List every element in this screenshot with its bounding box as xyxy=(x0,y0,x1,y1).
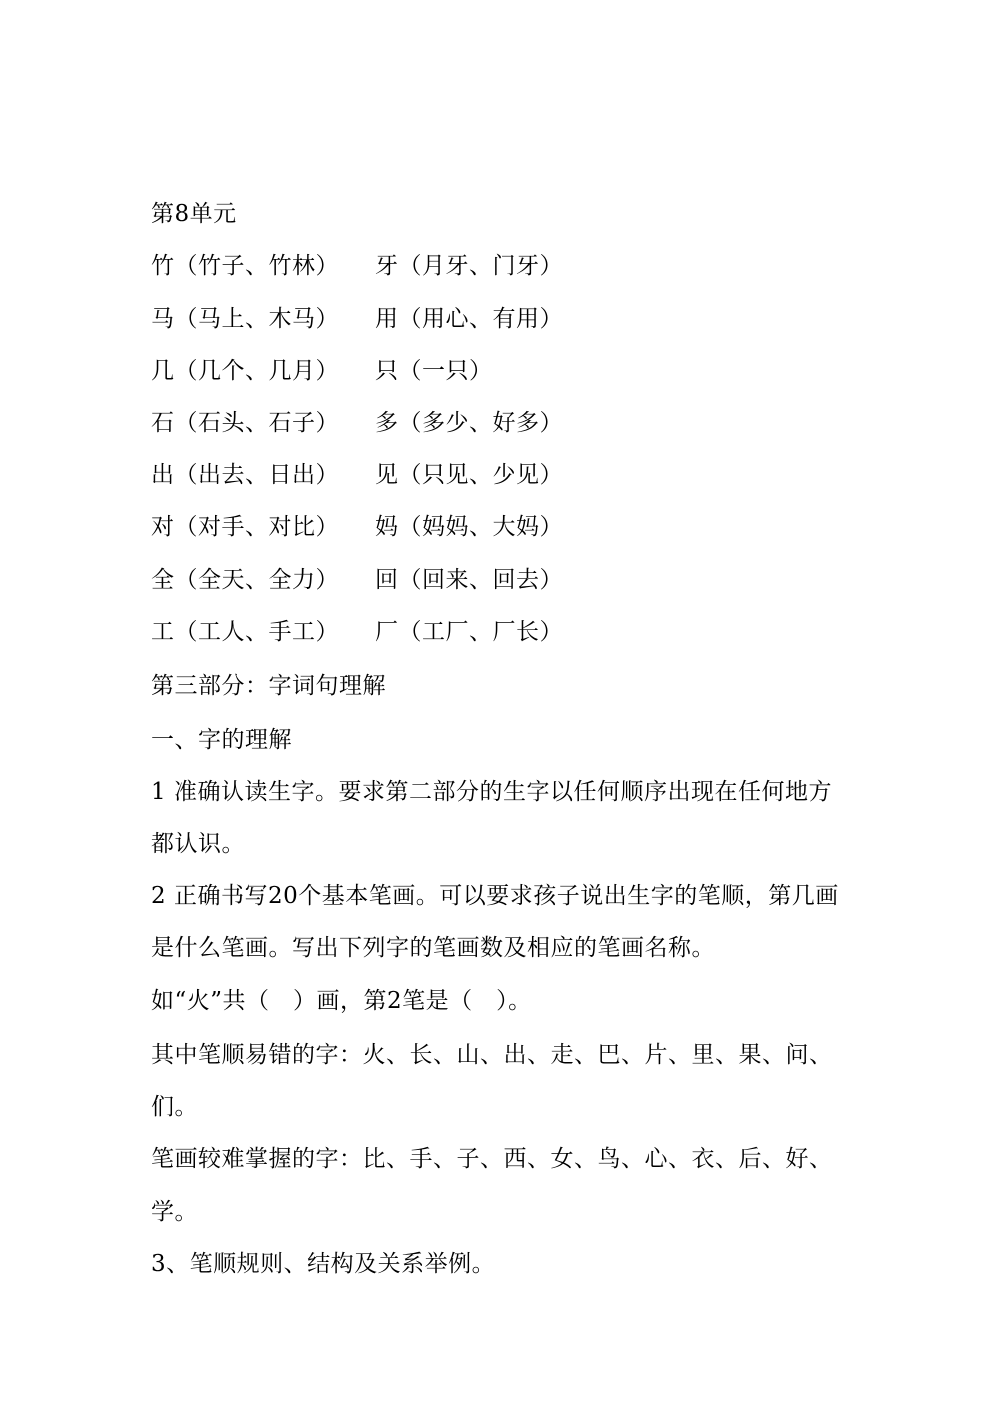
subsection-heading: 一、字的理解 xyxy=(151,727,292,753)
vocab-left-4: 石（石头、石子） xyxy=(151,410,339,436)
vocab-right-3: 只（一只） xyxy=(375,358,493,384)
vocab-right-2: 用（用心、有用） xyxy=(375,306,563,332)
paragraph-6-line-1: 3、笔顺规则、结构及关系举例。 xyxy=(151,1251,496,1277)
vocab-left-5: 出（出去、日出） xyxy=(151,462,339,488)
vocab-left-6: 对（对手、对比） xyxy=(151,514,339,540)
vocab-right-6: 妈（妈妈、大妈） xyxy=(375,514,563,540)
vocab-left-3: 几（几个、几月） xyxy=(151,358,339,384)
vocab-right-1: 牙（月牙、门牙） xyxy=(375,253,563,279)
paragraph-5-line-1: 笔画较难掌握的字：比、手、子、西、女、鸟、心、衣、后、好、 xyxy=(151,1146,833,1172)
paragraph-3-line-1: 如“火”共（ ）画，第2笔是（ ）。 xyxy=(151,988,532,1014)
paragraph-2-line-2: 是什么笔画。写出下列字的笔画数及相应的笔画名称。 xyxy=(151,935,715,961)
paragraph-2-line-1: 2 正确书写20个基本笔画。可以要求孩子说出生字的笔顺，第几画 xyxy=(151,883,839,909)
vocab-right-8: 厂（工厂、厂长） xyxy=(375,619,563,645)
paragraph-4-line-2: 们。 xyxy=(151,1094,198,1120)
vocab-right-7: 回（回来、回去） xyxy=(375,567,563,593)
vocab-right-5: 见（只见、少见） xyxy=(375,462,563,488)
paragraph-1-line-1: 1 准确认读生字。要求第二部分的生字以任何顺序出现在任何地方 xyxy=(151,779,832,805)
vocab-left-8: 工（工人、手工） xyxy=(151,619,339,645)
vocab-left-2: 马（马上、木马） xyxy=(151,306,339,332)
paragraph-4-line-1: 其中笔顺易错的字：火、长、山、出、走、巴、片、里、果、问、 xyxy=(151,1042,833,1068)
paragraph-1-line-2: 都认识。 xyxy=(151,831,245,857)
paragraph-5-line-2: 学。 xyxy=(151,1199,198,1225)
unit-title: 第8单元 xyxy=(151,201,237,227)
vocab-left-1: 竹（竹子、竹林） xyxy=(151,253,339,279)
vocab-left-7: 全（全天、全力） xyxy=(151,567,339,593)
section-heading: 第三部分：字词句理解 xyxy=(151,673,386,699)
vocab-right-4: 多（多少、好多） xyxy=(375,410,563,436)
